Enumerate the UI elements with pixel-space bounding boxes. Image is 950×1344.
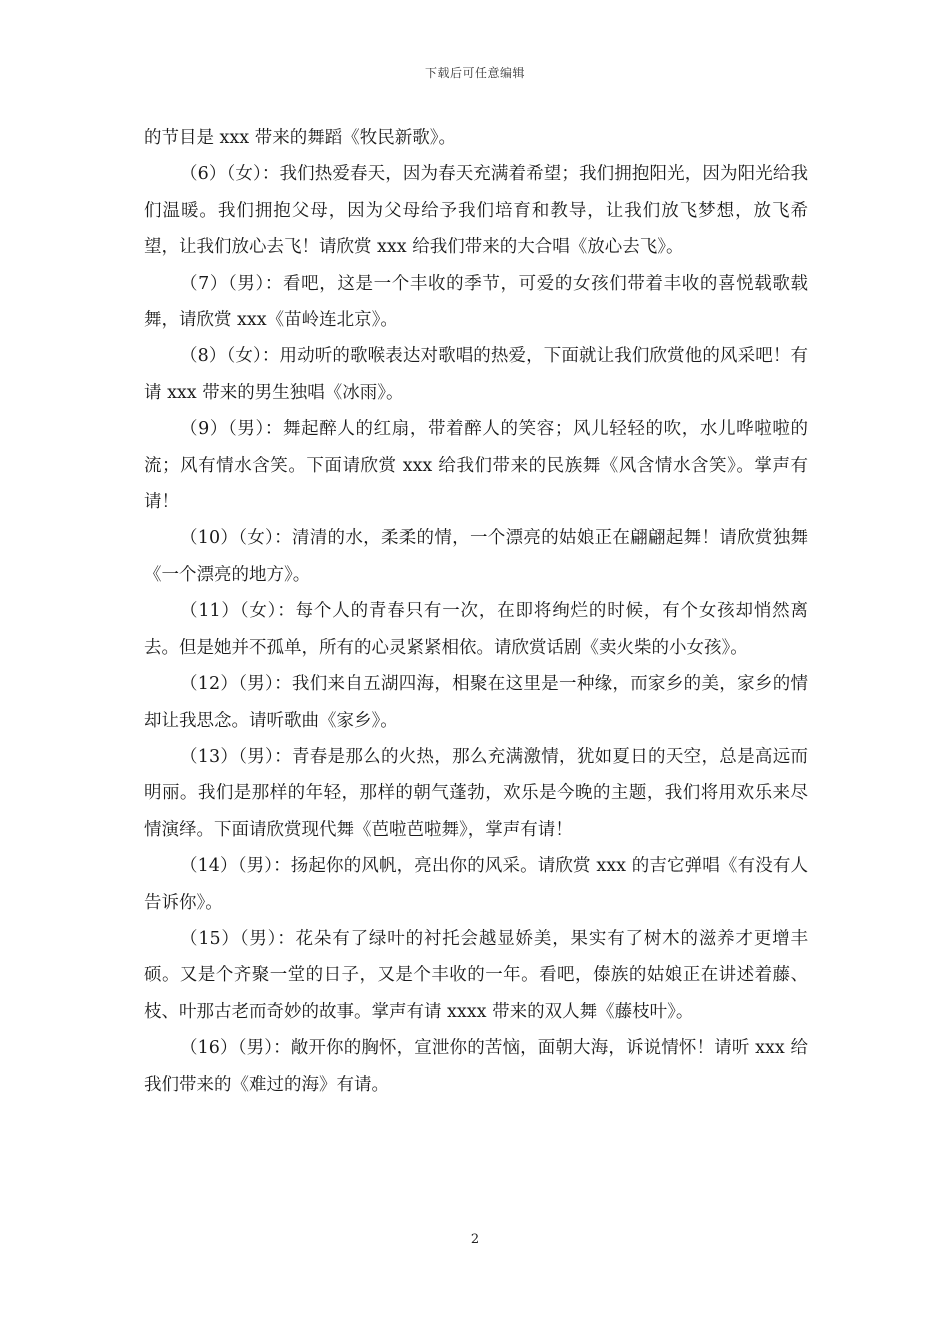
paragraph-item-6: （6）（女）：我们热爱春天，因为春天充满着希望；我们拥抱阳光，因为阳光给我们温暖。我们拥抱父母，因为父母给予我们培育和教导，让我们放飞梦想，放飞希望，让我们放心去飞！请欣赏 xxx 给我们带来的大合唱《放心去飞》。 [144,164,808,258]
paragraph-item-13: （13）（男）：青春是那么的火热，那么充满激情，犹如夏日的天空，总是高远而明丽。我们是那样的年轻，那样的朝气蓬勃，欢乐是今晚的主题，我们将用欢乐来尽情演绎。下面请欣赏现代舞《芭啦芭啦舞》，掌声有请！ [144,746,808,840]
paragraph-item-12: （12）（男）：我们来自五湖四海，相聚在这里是一种缘，而家乡的美，家乡的情却让我思念。请听歌曲《家乡》。 [144,674,808,731]
paragraph-item-15: （15）（男）：花朵有了绿叶的衬托会越显娇美，果实有了树木的滋养才更增丰硕。又是个齐聚一堂的日子，又是个丰收的一年。看吧，傣族的姑娘正在讲述着藤、枝、叶那古老而奇妙的故事。掌声有请 xxxx 带来的双人舞《藤枝叶》。 [144,928,808,1022]
paragraph-item-8: （8）（女）：用动听的歌喉表达对歌唱的热爱，下面就让我们欣赏他的风采吧！有请 xxx 带来的男生独唱《冰雨》。 [144,346,808,403]
paragraph-item-14: （14）（男）：扬起你的风帆，亮出你的风采。请欣赏 xxx 的吉它弹唱《有没有人告诉你》。 [144,856,808,913]
page-header: 下载后可任意编辑 [424,66,525,80]
body-text [144,120,808,1103]
paragraph-item-7: （7）（男）：看吧，这是一个丰收的季节，可爱的女孩们带着丰收的喜悦载歌载舞，请欣赏 xxx《苗岭连北京》。 [144,273,808,331]
paragraph-item-9: （9）（男）：舞起醉人的红扇，带着醉人的笑容；风儿轻轻的吹，水儿哗啦啦的流；风有情水含笑。下面请欣赏 xxx 给我们带来的民族舞《风含情水含笑》。掌声有请！ [144,419,808,513]
paragraph-item-11: （11）（女）：每个人的青春只有一次，在即将绚烂的时候，有个女孩却悄然离去。但是她并不孤单，所有的心灵紧紧相依。请欣赏话剧《卖火柴的小女孩》。 [144,601,808,658]
paragraph-continuation: 的节目是 xxx 带来的舞蹈《牧民新歌》。 [144,128,456,148]
paragraph-item-10: （10）（女）：清清的水，柔柔的情，一个漂亮的姑娘正在翩翩起舞！请欣赏独舞《一个漂亮的地方》。 [144,528,808,585]
page-number: 2 [470,1232,480,1247]
paragraph-item-16: （16）（男）：敞开你的胸怀，宣泄你的苦恼，面朝大海，诉说情怀！请听 xxx 给我们带来的《难过的海》有请。 [144,1038,808,1095]
